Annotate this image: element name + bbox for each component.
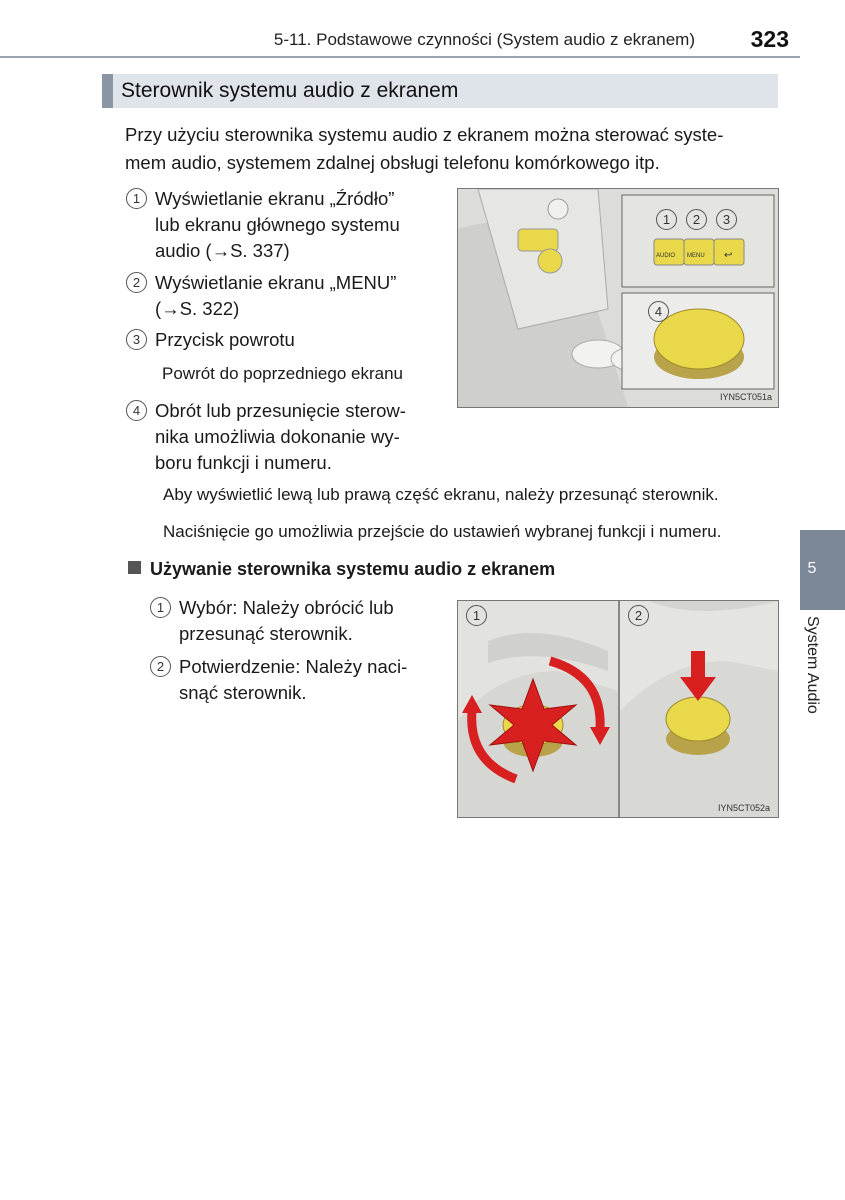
figure-controller-usage	[457, 600, 779, 818]
item-line: lub ekranu głównego systemu	[155, 214, 400, 235]
figure-code: IYN5CT051a	[720, 392, 773, 402]
item-line: Potwierdzenie: Należy naci-	[179, 656, 408, 677]
figure-callout: 3	[716, 209, 737, 230]
list-item	[150, 654, 407, 706]
circled-number: 4	[126, 400, 147, 421]
figure-callout: 2	[628, 605, 649, 626]
list-item	[126, 270, 396, 322]
item-line: boru funkcji i numeru.	[155, 452, 332, 473]
item-line: Przycisk powrotu	[155, 329, 295, 350]
item-line: Wybór: Należy obrócić lub	[179, 597, 394, 618]
item-description: Powrót do poprzedniego ekranu	[162, 364, 403, 383]
figure-callout: 2	[686, 209, 707, 230]
list-item	[126, 186, 400, 264]
list-item	[150, 595, 394, 647]
chapter-label: System Audio	[804, 616, 821, 714]
circled-number: 1	[126, 188, 147, 209]
item-line: audio (→S. 337)	[155, 240, 290, 261]
intro-line: mem audio, systemem zdalnej obsługi telefonu komórkowego itp.	[125, 152, 660, 173]
section-title: Sterownik systemu audio z ekranem	[121, 79, 459, 102]
item-line: Wyświetlanie ekranu „Źródło”	[155, 188, 395, 209]
square-bullet-icon	[128, 561, 141, 574]
circled-number: 2	[126, 272, 147, 293]
figure-callout: 4	[648, 301, 669, 322]
chapter-number: 5	[807, 560, 817, 577]
figure-code: IYN5CT052a	[718, 803, 771, 813]
figure-callout: 1	[656, 209, 677, 230]
item-description: Aby wyświetlić lewą lub prawą część ekranu, należy przesunąć sterownik.	[163, 485, 719, 504]
usage-heading-text: Używanie sterownika systemu audio z ekranem	[150, 559, 556, 579]
item-description: Naciśnięcie go umożliwia przejście do ustawień wybranej funkcji i numeru.	[163, 522, 722, 541]
item-line: snąć sterownik.	[179, 682, 307, 703]
list-item	[126, 327, 295, 353]
item-line: przesunąć sterownik.	[179, 623, 353, 644]
section-bar	[102, 74, 778, 108]
list-item	[126, 398, 406, 476]
circled-number: 1	[150, 597, 171, 618]
intro-line: Przy użyciu sterownika systemu audio z ekranem można sterować syste-	[125, 124, 724, 145]
item-line: nika umożliwia dokonanie wy-	[155, 426, 400, 447]
figure-callout: 1	[466, 605, 487, 626]
header-rule	[0, 56, 800, 58]
audio-button-label: AUDIO	[656, 253, 676, 259]
header-title: 5-11. Podstawowe czynności (System audio z ekranem)	[273, 30, 695, 49]
usage-illustration	[458, 601, 778, 817]
item-line: (→S. 322)	[155, 298, 240, 319]
figure-controller-overview	[457, 188, 779, 408]
page-number: 323	[750, 26, 789, 52]
back-arrow-icon: ↩	[724, 250, 733, 261]
circled-number: 3	[126, 329, 147, 350]
menu-button-label: MENU	[687, 253, 705, 259]
item-line: Obrót lub przesunięcie sterow-	[155, 400, 406, 421]
item-line: Wyświetlanie ekranu „MENU”	[155, 272, 397, 293]
intro-paragraph	[125, 121, 785, 177]
usage-heading	[128, 559, 555, 580]
circled-number: 2	[150, 656, 171, 677]
